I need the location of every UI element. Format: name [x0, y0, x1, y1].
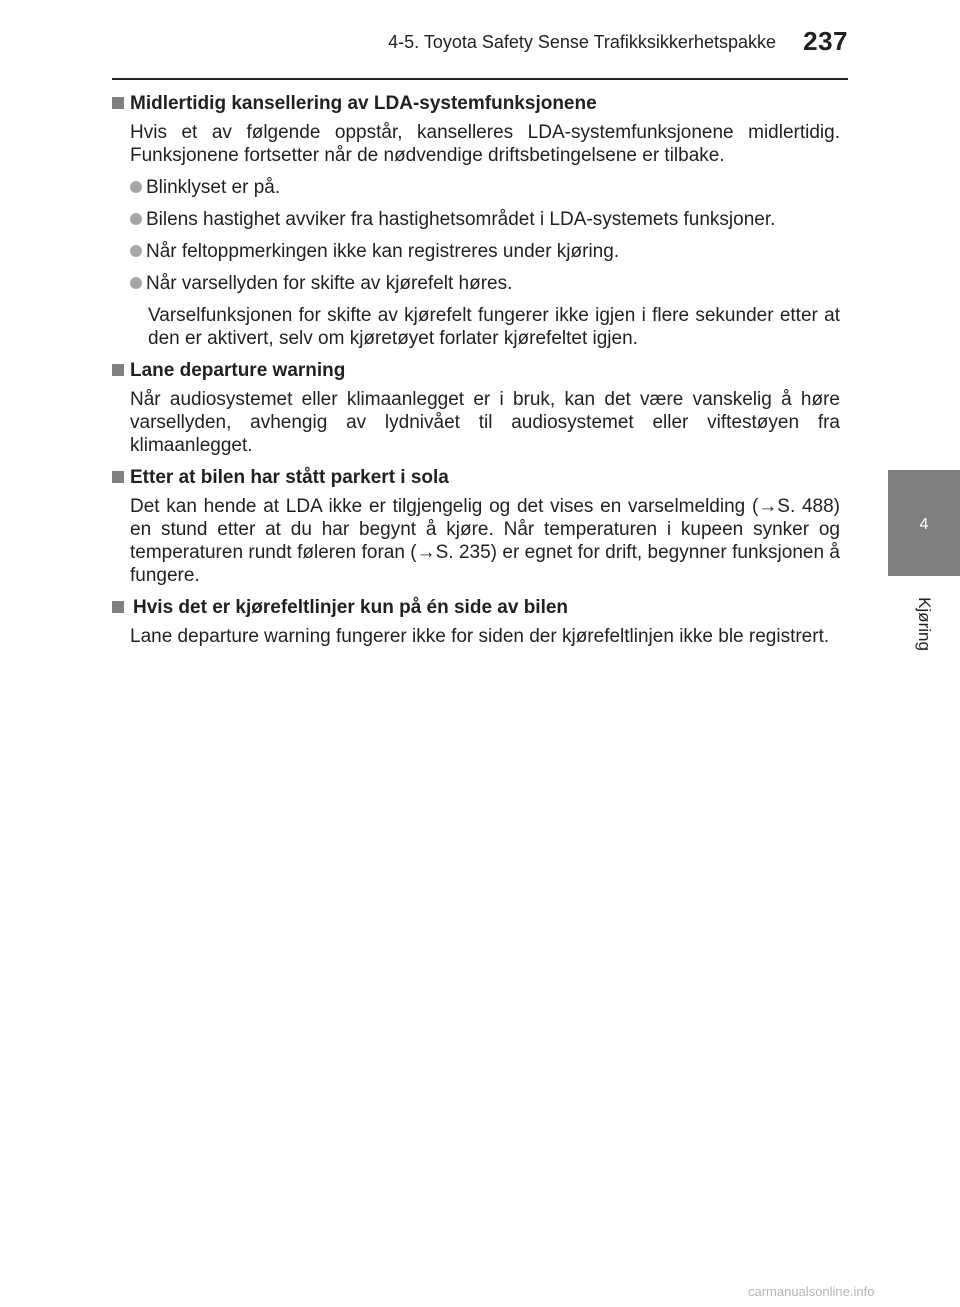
- square-bullet-icon: [112, 471, 124, 483]
- page-header: [112, 22, 848, 74]
- section-paragraph: Det kan hende at LDA ikke er tilgjengelig og det vises en varselmelding (→S. 488) en stund etter at du har begynt å kjøre. Når temperaturen i kupeen synker og temperaturen rundt føleren foran (→S. 235) er egnet for drift, begynner funksjonen å fungere.: [130, 496, 840, 586]
- list-item-text: Blinklyset er på.: [146, 177, 281, 198]
- square-bullet-icon: [112, 97, 124, 109]
- section-title: 4-5. Toyota Safety Sense Trafikksikkerhetspakke: [388, 32, 776, 52]
- header-divider: [112, 78, 848, 80]
- list-item-text: Når feltoppmerkingen ikke kan registreres under kjøring.: [146, 241, 620, 262]
- round-bullet-icon: [130, 213, 142, 225]
- section-paragraph: Når audiosystemet eller klimaanlegget er i bruk, kan det være vanskelig å høre varsellyden, avhengig av lydnivået til audiosystemet eller viftestøyen fra klimaanlegget.: [130, 389, 840, 456]
- heading-text: Etter at bilen har stått parkert i sola: [130, 467, 449, 488]
- list-item: [130, 272, 840, 295]
- square-bullet-icon: [112, 364, 124, 376]
- round-bullet-icon: [130, 277, 142, 289]
- list-item-text: Bilens hastighet avviker fra hastighetsområdet i LDA-systemets funksjoner.: [146, 209, 776, 230]
- list-item-text: Når varsellyden for skifte av kjørefelt høres.: [146, 273, 513, 294]
- section-heading: [112, 596, 840, 619]
- watermark: carmanualsonline.info: [748, 1284, 875, 1299]
- section-heading: [112, 359, 840, 382]
- list-item: [130, 176, 840, 199]
- section-heading: [112, 466, 840, 489]
- section-paragraph: Lane departure warning fungerer ikke for siden der kjørefeltlinjen ikke ble registrert.: [130, 626, 830, 647]
- round-bullet-icon: [130, 245, 142, 257]
- page-content: [112, 92, 840, 657]
- section-paragraph: Hvis et av følgende oppstår, kanselleres LDA-systemfunksjonene midlertidig. Funksjonene fortsetter når de nødvendige driftsbetingelsene er tilbake.: [130, 122, 840, 166]
- square-bullet-icon: [112, 601, 124, 613]
- heading-text: Midlertidig kansellering av LDA-systemfunksjonene: [130, 93, 597, 114]
- heading-text: Lane departure warning: [130, 360, 346, 381]
- chapter-tab: [888, 470, 960, 576]
- chapter-number: 4: [919, 516, 929, 533]
- list-item-note: Varselfunksjonen for skifte av kjørefelt fungerer ikke igjen i flere sekunder etter at den er aktivert, selv om kjøretøyet forlater kjørefeltet igjen.: [148, 305, 840, 349]
- heading-text: Hvis det er kjørefeltlinjer kun på én side av bilen: [133, 597, 569, 618]
- list-item: [130, 240, 840, 263]
- list-item: [130, 208, 840, 231]
- chapter-label-container: [888, 576, 960, 666]
- page-number: 237: [803, 26, 848, 56]
- section-heading: [112, 92, 840, 115]
- round-bullet-icon: [130, 181, 142, 193]
- chapter-label: Kjøring: [915, 597, 934, 651]
